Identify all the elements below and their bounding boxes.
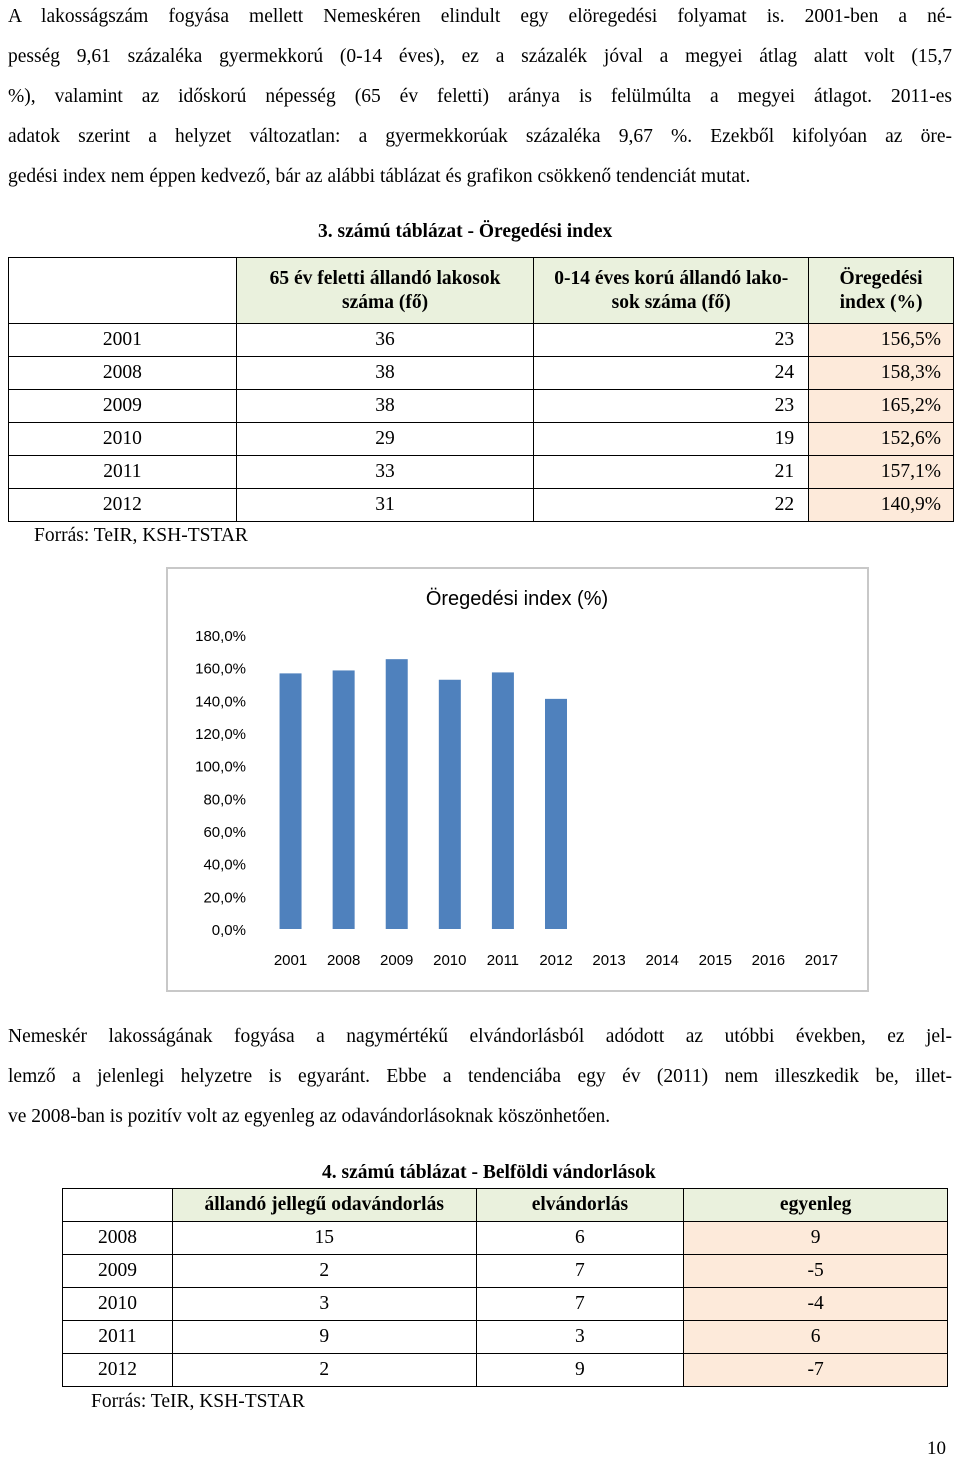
header-cell-immigration: állandó jellegű odavándorlás <box>172 1189 476 1222</box>
chart-bar <box>492 672 514 929</box>
text-line: pesség 9,61 százaléka gyermekkorú (0-14 éves), ez a százalék jóval a megyei átlag alatt volt (15,7 <box>8 46 952 67</box>
header-line: száma (fő) <box>342 291 429 313</box>
chart-bar <box>439 680 461 929</box>
children-cell: 19 <box>534 423 809 456</box>
table-row <box>9 456 954 489</box>
balance-cell: 9 <box>684 1222 948 1255</box>
year-cell: 2012 <box>9 489 237 522</box>
children-cell: 23 <box>534 390 809 423</box>
table-header-row <box>9 258 954 324</box>
balance-cell: -7 <box>684 1354 948 1387</box>
table-row <box>9 357 954 390</box>
elderly-cell: 33 <box>236 456 534 489</box>
elderly-cell: 38 <box>236 357 534 390</box>
header-cell-elderly <box>236 258 534 324</box>
elderly-cell: 31 <box>236 489 534 522</box>
table3-caption: 3. számú táblázat - Öregedési index <box>318 221 613 242</box>
year-cell: 2008 <box>63 1222 173 1255</box>
index-cell: 158,3% <box>809 357 954 390</box>
header-cell-emigration: elvándorlás <box>476 1189 684 1222</box>
aging-index-table <box>8 257 954 522</box>
chart-title: Öregedési index (%) <box>425 588 609 610</box>
immigration-cell: 3 <box>172 1288 476 1321</box>
index-cell: 156,5% <box>809 324 954 357</box>
table4-source: Forrás: TeIR, KSH-TSTAR <box>91 1391 305 1412</box>
year-cell: 2009 <box>63 1255 173 1288</box>
x-tick-label: 2011 <box>486 952 520 969</box>
table4-caption: 4. számú táblázat - Belföldi vándorlások <box>322 1162 656 1183</box>
table-row <box>63 1222 948 1255</box>
intro-paragraph <box>8 0 952 197</box>
index-cell: 165,2% <box>809 390 954 423</box>
y-tick-label: 120,0% <box>195 726 246 743</box>
table-row <box>63 1354 948 1387</box>
table-row <box>9 390 954 423</box>
header-cell-index <box>809 258 954 324</box>
children-cell: 22 <box>534 489 809 522</box>
header-cell-balance: egyenleg <box>684 1189 948 1222</box>
immigration-cell: 15 <box>172 1222 476 1255</box>
year-cell: 2009 <box>9 390 237 423</box>
y-tick-label: 180,0% <box>195 628 246 645</box>
header-line: index (%) <box>839 291 923 313</box>
x-tick-label: 2008 <box>326 952 361 969</box>
balance-cell: -4 <box>684 1288 948 1321</box>
year-cell: 2010 <box>9 423 237 456</box>
text-line: adatok szerint a helyzet változatlan: a gyermekkorúak százaléka 9,67 %. Ezekből kifolyóan az öre- <box>8 126 952 147</box>
x-tick-label: 2009 <box>380 952 414 969</box>
table-row <box>63 1255 948 1288</box>
year-cell: 2012 <box>63 1354 173 1387</box>
index-cell: 157,1% <box>809 456 954 489</box>
y-tick-label: 100,0% <box>195 758 246 776</box>
table-row <box>9 489 954 522</box>
header-line: sok száma (fő) <box>611 291 731 313</box>
immigration-cell: 2 <box>172 1354 476 1387</box>
text-line: ve 2008-ban is pozitív volt az egyenleg az odavándorlásoknak köszönhetően. <box>8 1106 611 1127</box>
index-cell: 152,6% <box>809 423 954 456</box>
table-row <box>9 423 954 456</box>
header-line: 0-14 éves korú állandó lako- <box>554 267 789 289</box>
x-tick-label: 2001 <box>273 952 308 969</box>
migration-table <box>62 1188 948 1387</box>
table3-source: Forrás: TeIR, KSH-TSTAR <box>34 525 248 546</box>
page-number: 10 <box>927 1438 946 1459</box>
chart-bar <box>386 659 408 929</box>
emigration-cell: 6 <box>476 1222 684 1255</box>
table-row <box>63 1288 948 1321</box>
x-tick-label: 2012 <box>539 952 573 969</box>
text-line: A lakosságszám fogyása mellett Nemeskéren elindult egy elöregedési folyamat is. 2001-ben a né- <box>8 6 952 27</box>
index-cell: 140,9% <box>809 489 954 522</box>
emigration-cell: 9 <box>476 1354 684 1387</box>
year-cell: 2011 <box>63 1321 173 1354</box>
chart-bar <box>545 699 567 929</box>
y-tick-label: 80,0% <box>203 791 246 809</box>
year-cell: 2010 <box>63 1288 173 1321</box>
chart-bar <box>280 673 302 929</box>
x-tick-label: 2010 <box>433 952 467 969</box>
balance-cell: -5 <box>684 1255 948 1288</box>
x-tick-label: 2016 <box>751 952 786 969</box>
x-tick-label: 2017 <box>804 952 839 969</box>
children-cell: 23 <box>534 324 809 357</box>
header-cell-blank <box>63 1189 173 1222</box>
elderly-cell: 29 <box>236 423 534 456</box>
emigration-cell: 7 <box>476 1288 684 1321</box>
table-row <box>63 1321 948 1354</box>
aging-index-chart <box>166 567 869 992</box>
text-line: lemző a jelenlegi helyzetre is egyaránt. Ebbe a tendenciába egy év (2011) nem illeszkedik be, illet- <box>8 1066 952 1087</box>
header-cell-blank <box>9 258 237 324</box>
year-cell: 2008 <box>9 357 237 390</box>
x-tick-label: 2015 <box>698 952 732 969</box>
immigration-cell: 2 <box>172 1255 476 1288</box>
text-line: Nemeskér lakosságának fogyása a nagymértékű elvándorlásból adódott az utóbbi években, ez jel- <box>8 1026 952 1047</box>
y-tick-label: 20,0% <box>203 889 246 907</box>
text-line: gedési index nem éppen kedvező, bár az alábbi táblázat és grafikon csökkenő tendenciát mutat. <box>8 166 751 187</box>
elderly-cell: 36 <box>236 324 534 357</box>
y-tick-label: 160,0% <box>195 660 246 678</box>
header-line: 65 év feletti állandó lakosok <box>269 267 501 289</box>
children-cell: 21 <box>534 456 809 489</box>
y-tick-label: 0,0% <box>211 922 246 939</box>
emigration-cell: 3 <box>476 1321 684 1354</box>
emigration-cell: 7 <box>476 1255 684 1288</box>
x-tick-label: 2014 <box>645 952 679 969</box>
y-tick-label: 60,0% <box>203 824 246 841</box>
children-cell: 24 <box>534 357 809 390</box>
year-cell: 2011 <box>9 456 237 489</box>
chart-svg <box>168 569 867 990</box>
immigration-cell: 9 <box>172 1321 476 1354</box>
year-cell: 2001 <box>9 324 237 357</box>
text-line: %), valamint az időskorú népesség (65 év feletti) aránya is felülmúlta a megyei átlagot. 2011-es <box>8 86 952 107</box>
header-line: Öregedési <box>839 267 923 289</box>
chart-bar <box>333 670 355 929</box>
table-header-row <box>63 1189 948 1222</box>
y-tick-label: 140,0% <box>195 693 246 711</box>
table-row <box>9 324 954 357</box>
x-tick-label: 2013 <box>592 952 626 969</box>
migration-paragraph <box>8 1017 952 1137</box>
balance-cell: 6 <box>684 1321 948 1354</box>
elderly-cell: 38 <box>236 390 534 423</box>
header-cell-children <box>534 258 809 324</box>
y-tick-label: 40,0% <box>203 856 246 874</box>
